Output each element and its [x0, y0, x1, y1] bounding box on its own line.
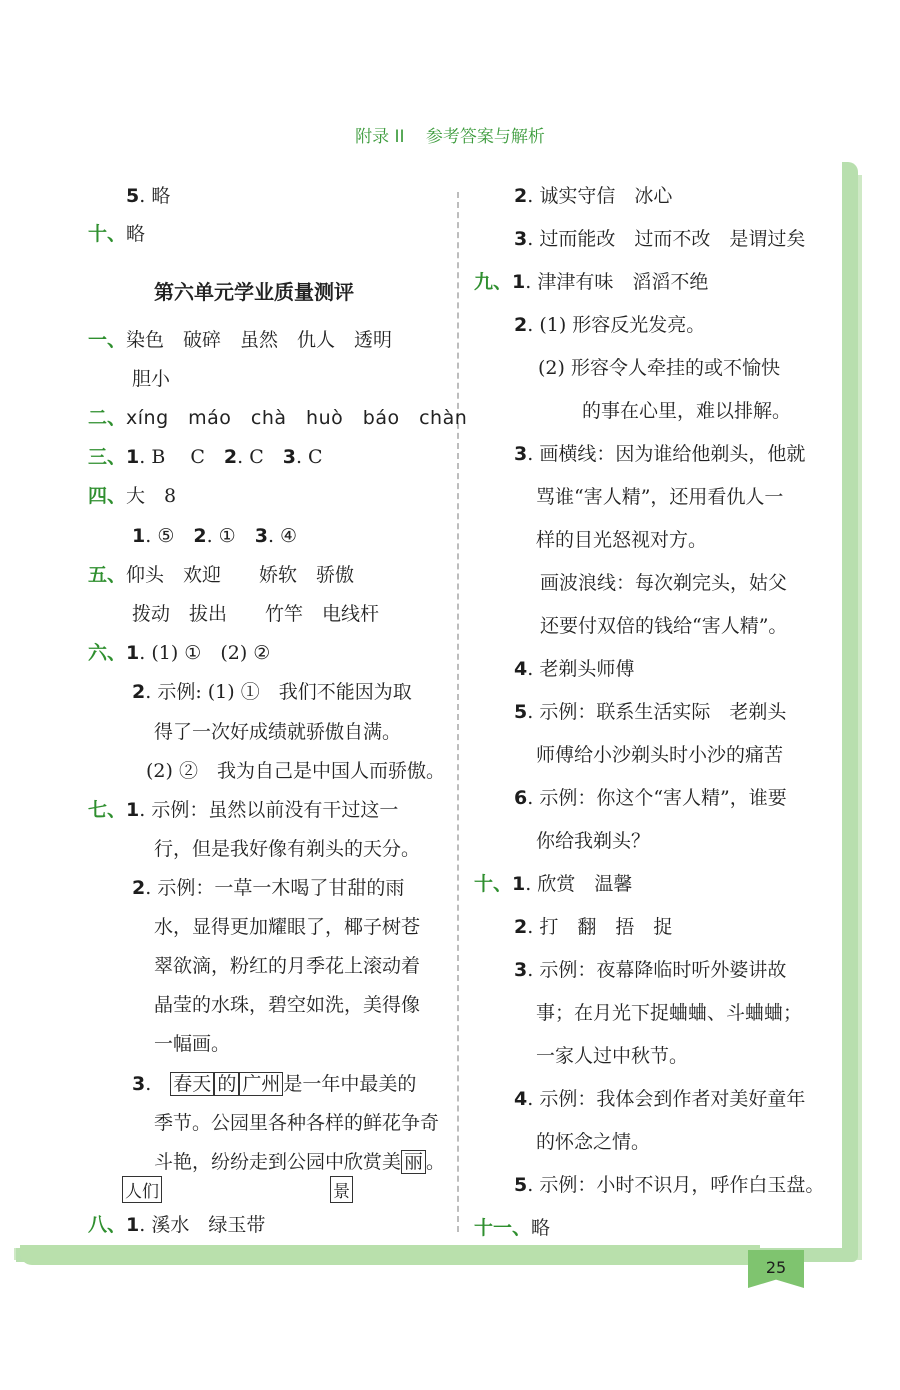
answer-line: 十、略 [88, 223, 146, 245]
bottom-band [20, 1245, 760, 1265]
answer-line: 胆小 [132, 368, 171, 390]
answer-line: 事；在月光下捉蛐蛐、斗蛐蛐； [536, 1002, 803, 1024]
boxed-word: 春天 [170, 1072, 214, 1096]
answer-line: 的怀念之情。 [536, 1131, 651, 1153]
answer-line: 的事在心里，难以排解。 [582, 400, 792, 422]
answer-line: 七、1. 示例：虽然以前没有干过这一 [88, 799, 399, 821]
answer-line: 行，但是我好像有剃头的天分。 [154, 838, 421, 860]
answer-line: 二、xíng máo chà huò báo chàn [88, 407, 468, 429]
answer-line: 2. 示例: (1) ① 我们不能因为取 [132, 681, 412, 703]
boxed-word: 广州 [239, 1072, 283, 1096]
answer-line: 季节。公园里各种各样的鲜花争奇 [154, 1112, 440, 1134]
answer-line: 九、1. 津津有味 滔滔不绝 [474, 271, 709, 293]
answer-line: 五、仰头 欢迎 娇软 骄傲 [88, 564, 355, 586]
answer-line: 画波浪线：每次剃完头，姑父 [540, 572, 788, 594]
answer-line: 水，显得更加耀眼了，椰子树苍 [154, 916, 421, 938]
answer-line: 2. 示例：一草一木喝了甘甜的雨 [132, 877, 405, 899]
answer-line: 十一、略 [474, 1217, 551, 1239]
boxed-word: 丽 [401, 1150, 426, 1174]
answer-line: 晶莹的水珠，碧空如洗，美得像 [154, 994, 421, 1016]
header-appendix: 附录 II [355, 127, 405, 147]
answer-line: 四、大 8 [88, 485, 177, 507]
answer-line: 5. 示例：小时不识月，呼作白玉盘。 [514, 1174, 825, 1196]
header-title: 参考答案与解析 [425, 127, 545, 147]
answer-line: 斗艳，纷纷走到公园中欣赏美 丽 。 [154, 1151, 446, 1173]
answer-line: 1. ⑤ 2. ① 3. ④ [132, 525, 298, 547]
answer-line: 2. 诚实守信 冰心 [514, 185, 673, 207]
answer-line: 一幅画。 [154, 1033, 231, 1055]
page-header [0, 122, 900, 147]
answer-line: (2) ② 我为自己是中国人而骄傲。 [146, 760, 445, 782]
answer-line: 一、染色 破碎 虽然 仇人 透明 [88, 329, 393, 351]
answer-line: 4. 老剃头师傅 [514, 658, 635, 680]
answer-line: 八、1. 溪水 绿玉带 [88, 1214, 266, 1236]
answer-line: 3. 画横线：因为谁给他剃头，他就 [514, 443, 806, 465]
answer-line: 5. 示例：联系生活实际 老剃头 [514, 701, 787, 723]
answer-line: 一家人过中秋节。 [536, 1045, 689, 1067]
answer-line: 还要付双倍的钱给“害人精”。 [540, 615, 788, 637]
answer-line: (2) 形容令人牵挂的或不愉快 [538, 357, 780, 379]
answer-line: 拨动 拔出 竹竿 电线杆 [132, 603, 380, 625]
column-divider [457, 192, 459, 1232]
answer-line: 师傅给小沙剃头时小沙的痛苦 [536, 744, 784, 766]
answer-line: 4. 示例：我体会到作者对美好童年 [514, 1088, 806, 1110]
answer-line: 3. 示例：夜幕降临时听外婆讲故 [514, 959, 787, 981]
answer-line: 3. 春天 的 广州 是一年中最美的 [132, 1073, 417, 1095]
correction-tag: 人们 [122, 1176, 162, 1203]
answer-line: 得了一次好成绩就骄傲自满。 [154, 721, 402, 743]
correction-tag: 景 [330, 1176, 353, 1203]
boxed-word: 的 [214, 1072, 239, 1096]
answer-line: 骂谁“害人精”，还用看仇人一 [536, 486, 784, 508]
answer-line: 三、1. B C 2. C 3. C [88, 446, 323, 468]
answer-line: 六、1. (1) ① (2) ② [88, 642, 271, 664]
unit-title: 第六单元学业质量测评 [154, 280, 354, 304]
answer-line: 十、1. 欣赏 温馨 [474, 873, 633, 895]
answer-line: 6. 示例：你这个“害人精”，谁要 [514, 787, 787, 809]
answer-line: 样的目光怒视对方。 [536, 529, 708, 551]
answer-line: 2. (1) 形容反光发亮。 [514, 314, 706, 336]
answer-line: 2. 打 翻 捂 捉 [514, 916, 673, 938]
answer-line: 你给我剃头？ [536, 830, 651, 852]
page-number: 25 [765, 1258, 787, 1277]
answer-line: 5. 略 [126, 185, 171, 207]
answer-line: 3. 过而能改 过而不改 是谓过矣 [514, 228, 806, 250]
answer-line: 翠欲滴，粉红的月季花上滚动着 [154, 955, 421, 977]
